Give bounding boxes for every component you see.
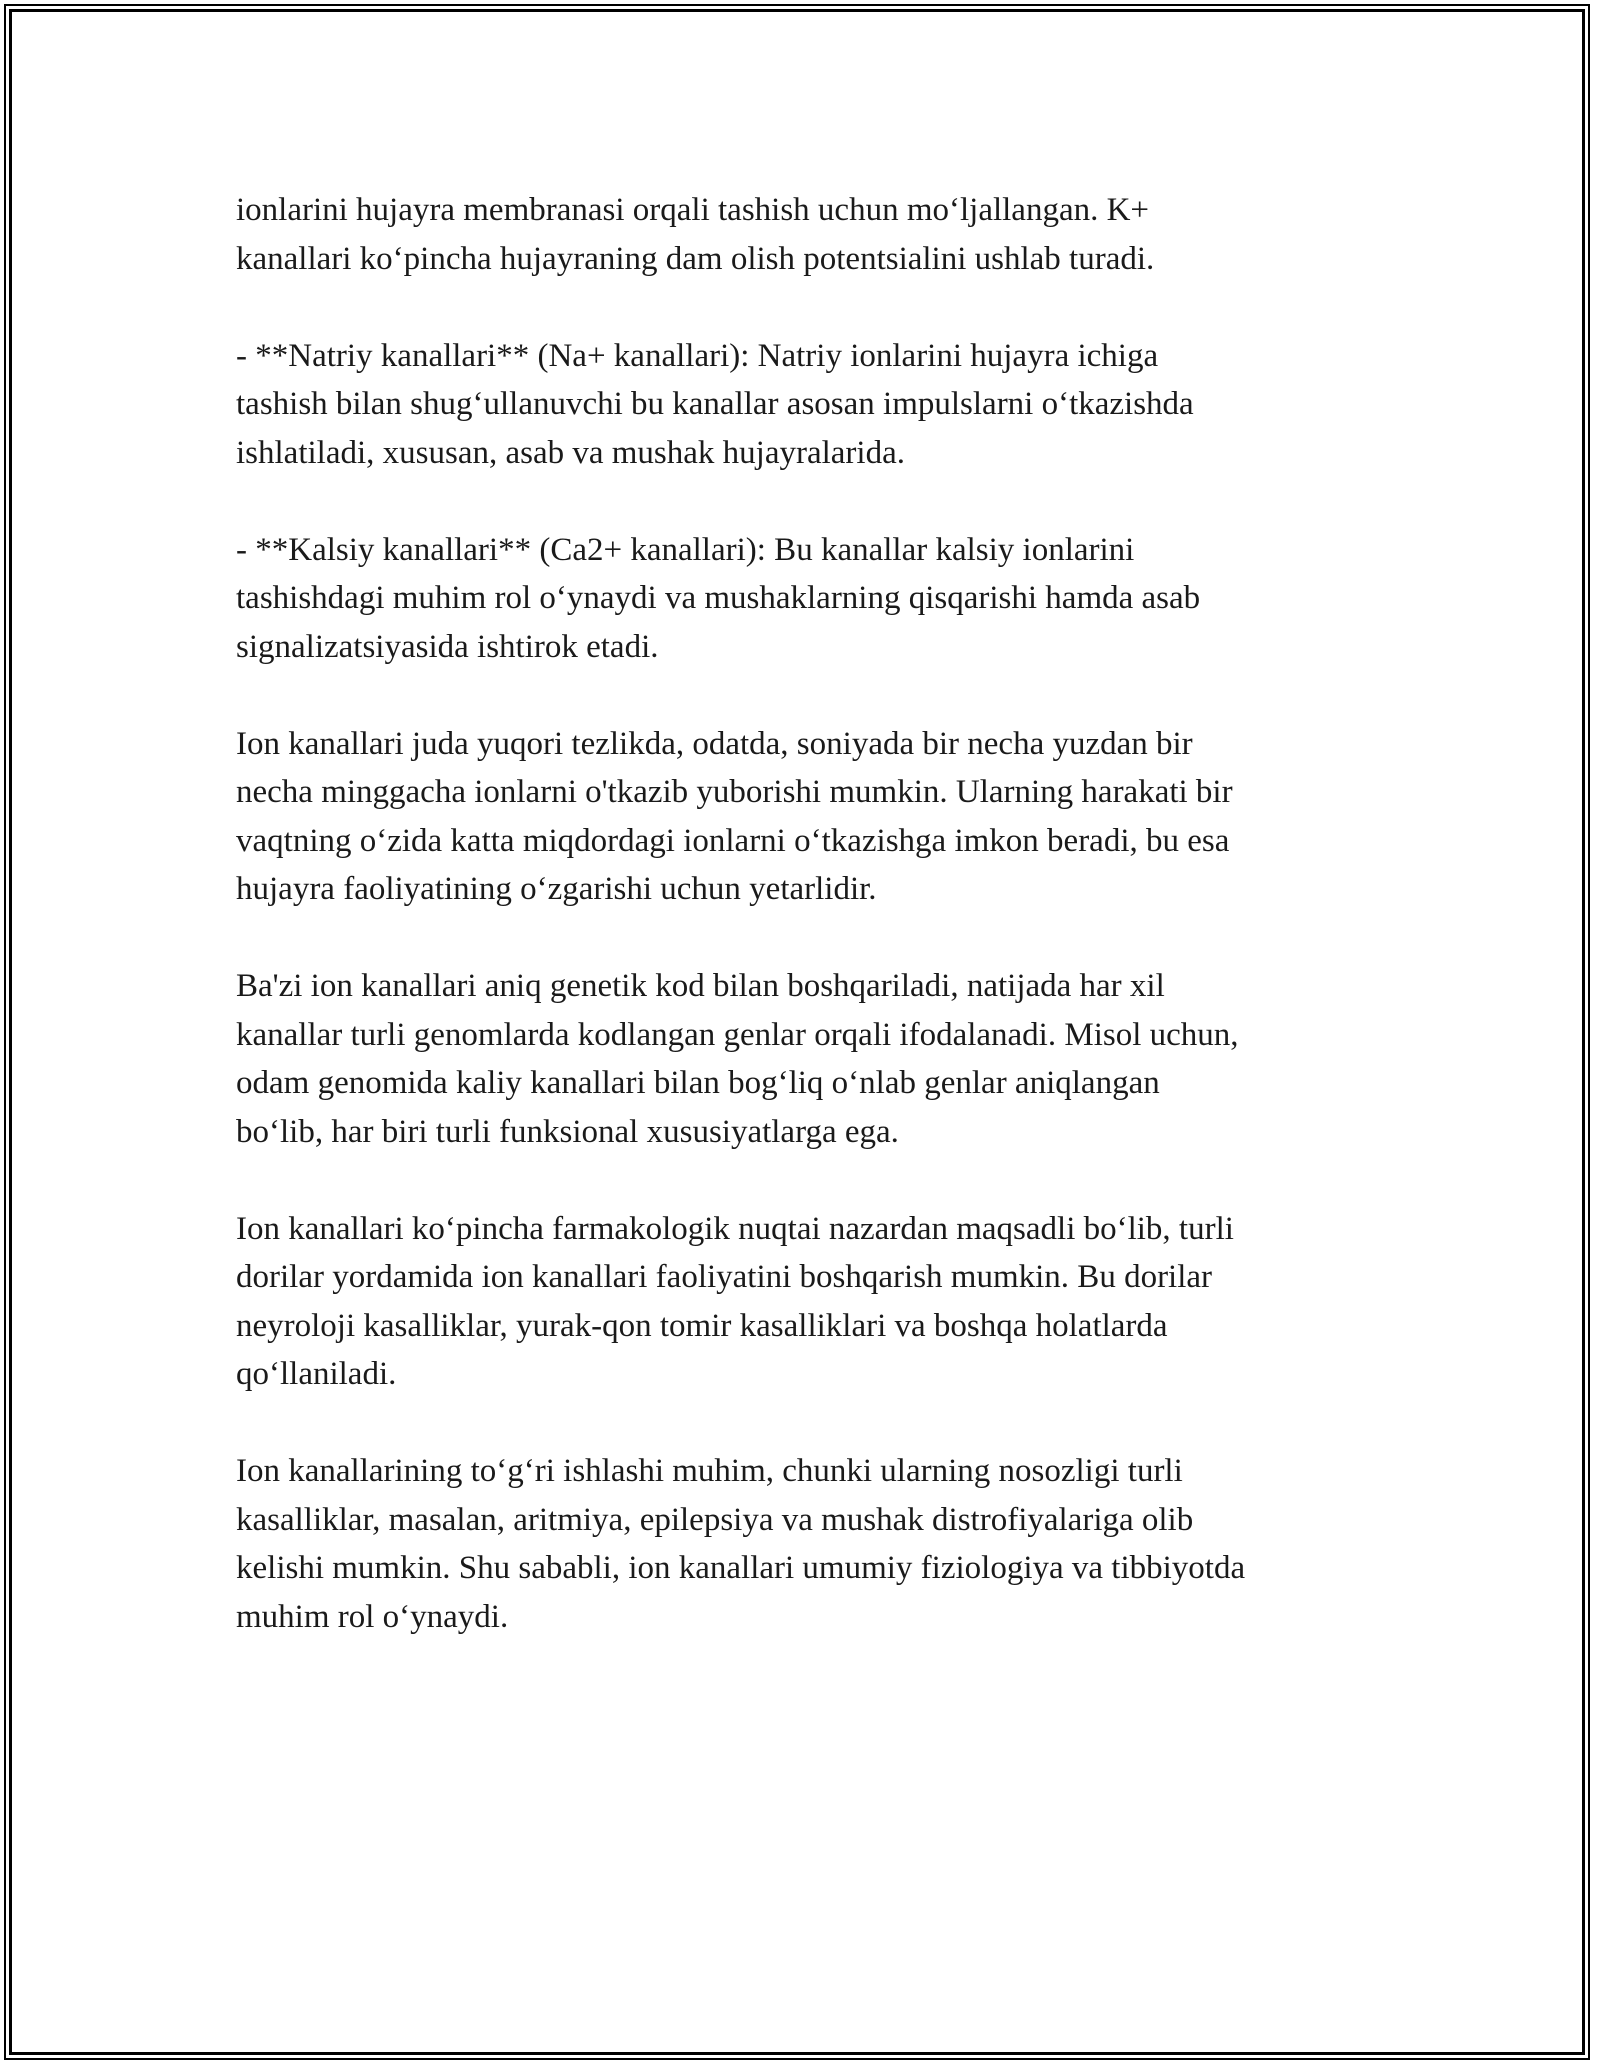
paragraph-genetic-control bbox=[236, 962, 1366, 1156]
text-line: kanallari ko‘pincha hujayraning dam olish potentsialini ushlab turadi. bbox=[236, 240, 1155, 277]
text-line: Ion kanallari juda yuqori tezlikda, odatda, soniyada bir necha yuzdan bir bbox=[236, 725, 1193, 762]
paragraph-potassium-continued bbox=[236, 186, 1366, 283]
text-line: bo‘lib, har biri turli funksional xususiyatlarga ega. bbox=[236, 1113, 899, 1150]
text-line: hujayra faoliyatining o‘zgarishi uchun yetarlidir. bbox=[236, 871, 877, 907]
text-line: - **Kalsiy kanallari** (Ca2+ kanallari): Bu kanallar kalsiy ionlarini bbox=[236, 531, 1135, 568]
text-line: vaqtning o‘zida katta miqdordagi ionlarni o‘tkazishga imkon beradi, bu esa bbox=[236, 822, 1230, 859]
text-line: kasalliklar, masalan, aritmiya, epilepsiya va mushak distrofiyalariga olib bbox=[236, 1501, 1194, 1538]
text-line: signalizatsiyasida ishtirok etadi. bbox=[236, 628, 659, 665]
text-line: kanallar turli genomlarda kodlangan genlar orqali ifodalanadi. Misol uchun, bbox=[236, 1016, 1239, 1053]
text-line: tashish bilan shug‘ullanuvchi bu kanallar asosan impulslarni o‘tkazishda bbox=[236, 386, 1194, 422]
text-line: ionlarini hujayra membranasi orqali tashish uchun mo‘ljallangan. K+ bbox=[236, 192, 1150, 228]
paragraph-pharmacology bbox=[236, 1205, 1366, 1399]
text-line: Ion kanallarining to‘g‘ri ishlashi muhim, chunki ularning nosozligi turli bbox=[236, 1453, 1183, 1489]
paragraph-sodium-channels bbox=[236, 332, 1366, 478]
text-line: kelishi mumkin. Shu sababli, ion kanallari umumiy fiziologiya va tibbiyotda bbox=[236, 1550, 1246, 1586]
text-line: qo‘llaniladi. bbox=[236, 1356, 397, 1392]
text-line: ishlatiladi, xususan, asab va mushak hujayralarida. bbox=[236, 434, 905, 471]
text-line: tashishdagi muhim rol o‘ynaydi va mushaklarning qisqarishi hamda asab bbox=[236, 580, 1201, 616]
document-body bbox=[236, 186, 1366, 1690]
text-line: odam genomida kaliy kanallari bilan bog‘liq o‘nlab genlar aniqlangan bbox=[236, 1065, 1160, 1101]
paragraph-transport-speed bbox=[236, 720, 1366, 914]
text-line: Ion kanallari ko‘pincha farmakologik nuqtai nazardan maqsadli bo‘lib, turli bbox=[236, 1210, 1234, 1247]
paragraph-diseases bbox=[236, 1447, 1366, 1641]
text-line: - **Natriy kanallari** (Na+ kanallari): Natriy ionlarini hujayra ichiga bbox=[236, 337, 1159, 374]
text-line: dorilar yordamida ion kanallari faoliyatini boshqarish mumkin. Bu dorilar bbox=[236, 1259, 1213, 1295]
text-line: necha minggacha ionlarni o'tkazib yuborishi mumkin. Ularning harakati bir bbox=[236, 774, 1233, 810]
text-line: neyroloji kasalliklar, yurak-qon tomir kasalliklari va boshqa holatlarda bbox=[236, 1307, 1168, 1344]
text-line: Ba'zi ion kanallari aniq genetik kod bilan boshqariladi, natijada har xil bbox=[236, 968, 1165, 1004]
paragraph-calcium-channels bbox=[236, 526, 1366, 672]
text-line: muhim rol o‘ynaydi. bbox=[236, 1598, 509, 1635]
